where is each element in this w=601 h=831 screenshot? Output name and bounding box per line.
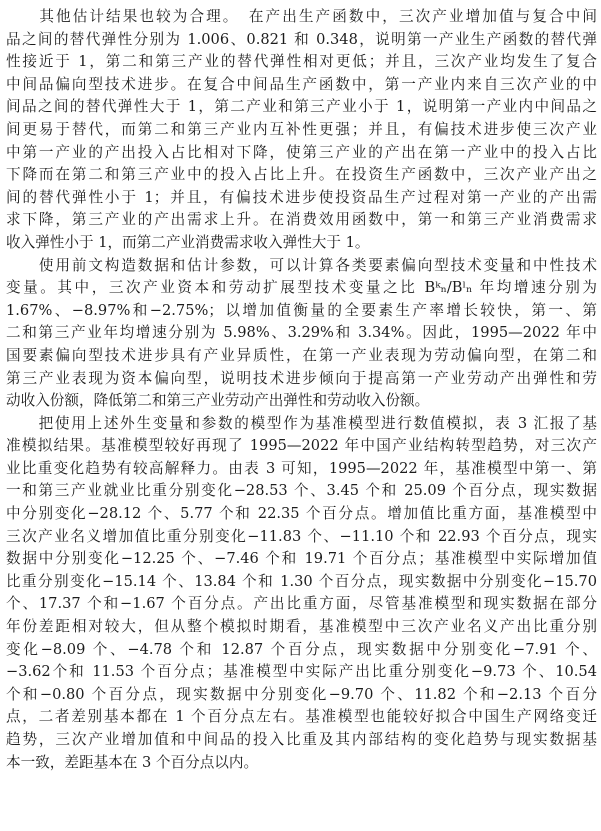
text-line: 本一致，差距基本在 3 个百分点以内。 [6,753,259,771]
text-line: 间的替代弹性小于 1；并且，有偏技术进步使投资品生产过程对第一产业的产出需 [6,188,597,206]
text-line: 二和第三产业年均增速分别为 5.98%、3.29%和 3.34%。因此，1995—2022 年中 [6,324,597,342]
text-line: 下降而在第二和第三产业中的投入占比上升。在投资生产函数中，三次产业产出之 [6,166,597,184]
text-line: 品之间的替代弹性分别为 1.006、0.821 和 0.348，说明第一产业生产函数的替代弹 [6,30,597,48]
text-line: 国要素偏向型技术进步具有产业异质性，在第一产业表现为劳动偏向型，在第二和 [6,346,597,364]
text-line: 点，二者差别基本都在 1 个百分点左右。基准模型也能较好拟合中国生产网络变迁 [6,708,597,726]
text-line: 个和−0.80 个百分点，现实数据中分别变化−9.70 个、11.82 个和−2.13 个百分 [6,685,597,703]
text-line: 趋势，三次产业增加值和中间品的投入比重及其内部结构的变化趋势与现实数据基 [6,731,597,748]
text-line: 中第一产业的产出投入占比相对下降，使第三产业的产出在第一产业中的投入占比 [6,143,597,161]
text-line: 一和第三产业就业比重分别变化−28.53 个、3.45 个和 25.09 个百分点，现实数据 [6,482,597,500]
text-line: 间更易于替代，而第二和第三产业内互补性更强；并且，有偏技术进步使三次产业 [6,120,597,138]
text-line: 使用前文构造数据和估计参数，可以计算各类要素偏向型技术变量和中性技术 [6,256,597,274]
text-line: 变化−8.09 个、−4.78 个和 12.87 个百分点，现实数据中分别变化−7.91 个、 [6,640,597,658]
text-line: 间品之间的替代弹性大于 1，第二产业和第三产业小于 1，说明第一产业内中间品之 [6,98,597,116]
text-line: −3.62个和 11.53 个百分点；基准模型中实际产出比重分别变化−9.73 个、10.54 [6,663,597,681]
text-line: 1.67%、−8.97%和−2.75%；以增加值衡量的全要素生产率增长较快，第一、第 [6,301,597,319]
text-line: 性接近于 1，第二和第三产业的替代弹性相对更低；并且，三次产业均发生了复合 [6,53,597,71]
text-line: 第三产业表现为资本偏向型，说明技术进步倾向于提高第一产业劳动产出弹性和劳 [6,369,597,387]
text-line: 变量。其中，三次产业资本和劳动扩展型技术变量之比 Bᵏₙ/Bˡₙ 年均增速分别为 [6,279,597,297]
text-line: 业比重变化趋势有较高解释力。由表 3 可知，1995—2022 年，基准模型中第一、第 [6,459,597,477]
paragraph-technology-variables [6,255,597,413]
text-line: 动收入份额，降低第二和第三产业劳动产出弹性和劳动收入份额。 [6,392,430,410]
text-line: 中分别变化−28.12 个、5.77 个和 22.35 个百分点。增加值比重方面，基准模型中 [6,505,597,523]
text-line: 中间品偏向型技术进步。在复合中间品生产函数中，第一产业内来自三次产业的中 [6,75,597,93]
text-line: 数据中分别变化−12.25 个、−7.46 个和 19.71 个百分点；基准模型中实际增加值 [6,550,597,568]
text-line: 三次产业名义增加值比重分别变化−11.83 个、−11.10 个和 22.93 个百分点，现实 [6,527,597,545]
text-line: 把使用上述外生变量和参数的模型作为基准模型进行数值模拟，表 3 汇报了基 [6,414,597,432]
text-line: 求下降，第三产业的产出需求上升。在消费效用函数中，第一和第三产业消费需求 [6,211,597,229]
text-line: 个、17.37 个和−1.67 个百分点。产出比重方面，尽管基准模型和现实数据在部分 [6,595,597,613]
text-line: 准模拟结果。基准模型较好再现了 1995—2022 年中国产业结构转型趋势，对三次产 [6,437,597,455]
text-line: 收入弹性小于 1，而第二产业消费需求收入弹性大于 1。 [6,233,370,251]
text-line: 年份差距相对较大，但从整个模拟时期看，基准模型中三次产业名义产出比重分别 [6,618,597,636]
paragraph-baseline-simulation [6,413,597,775]
text-line: 其他估计结果也较为合理。 在产出生产函数中，三次产业增加值与复合中间 [6,8,597,25]
paragraph-estimation-results [6,6,597,255]
text-line: 比重分别变化−15.14 个、13.84 个和 1.30 个百分点，现实数据中分别变化−15.70 [6,572,597,590]
